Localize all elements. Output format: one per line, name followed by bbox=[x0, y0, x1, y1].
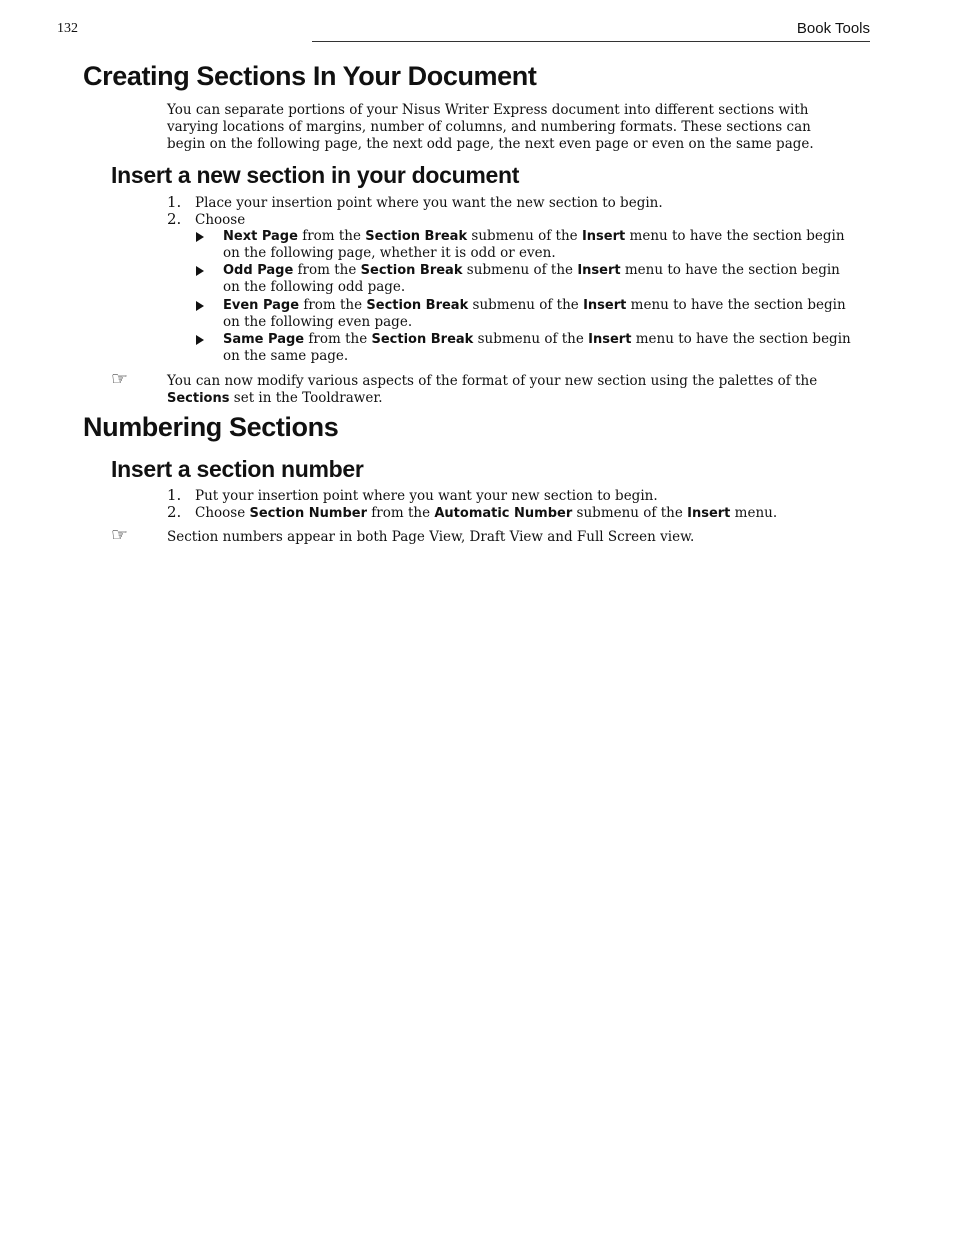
command-name: Section Number bbox=[249, 506, 367, 521]
menu-name: Insert bbox=[577, 263, 621, 278]
step-1 bbox=[167, 487, 658, 505]
text: from the bbox=[304, 331, 372, 347]
submenu-name: Section Break bbox=[371, 332, 474, 347]
pointing-hand-icon: ☞ bbox=[111, 524, 129, 546]
step-text: Place your insertion point where you want the new section to begin. bbox=[195, 195, 663, 211]
subsection-title-insert-section-number: Insert a section number bbox=[111, 456, 364, 482]
option-name: Odd Page bbox=[223, 263, 294, 278]
subsection-title-insert-new-section: Insert a new section in your document bbox=[111, 162, 520, 188]
page-number: 132 bbox=[57, 21, 78, 36]
triangle-right-icon bbox=[196, 232, 204, 242]
submenu-name: Automatic Number bbox=[434, 506, 573, 521]
palette-set-name: Sections bbox=[167, 391, 230, 406]
section-title-creating-sections: Creating Sections In Your Document bbox=[83, 61, 537, 91]
step-number: 2. bbox=[167, 503, 182, 521]
text: on the following odd page. bbox=[223, 279, 406, 295]
menu-name: Insert bbox=[588, 332, 632, 347]
step-number: 1. bbox=[167, 486, 182, 504]
running-head: Book Tools bbox=[796, 20, 870, 37]
note-paragraph bbox=[167, 373, 847, 407]
text: menu to have the section begin bbox=[625, 228, 845, 244]
menu-name: Insert bbox=[687, 506, 731, 521]
header-rule bbox=[312, 41, 870, 42]
text: You can now modify various aspects of the format of your new section using the palettes of the bbox=[167, 373, 818, 389]
step-text: Put your insertion point where you want your new section to begin. bbox=[195, 488, 658, 504]
text: on the following page, whether it is odd or even. bbox=[223, 245, 556, 261]
text: menu. bbox=[730, 505, 778, 521]
submenu-name: Section Break bbox=[360, 263, 463, 278]
step-number: 2. bbox=[167, 210, 182, 228]
bullet-even-page bbox=[196, 297, 856, 331]
step-text: Choose bbox=[195, 212, 246, 228]
text: on the following even page. bbox=[223, 314, 413, 330]
text: menu to have the section begin bbox=[631, 331, 851, 347]
text: set in the Tooldrawer. bbox=[229, 390, 383, 406]
text: submenu of the bbox=[468, 297, 584, 313]
triangle-right-icon bbox=[196, 266, 204, 276]
bullet-same-page bbox=[196, 331, 856, 365]
text: from the bbox=[297, 228, 366, 244]
note-paragraph: Section numbers appear in both Page View, Draft View and Full Screen view. bbox=[167, 529, 695, 545]
submenu-name: Section Break bbox=[365, 229, 468, 244]
text: submenu of the bbox=[572, 505, 688, 521]
menu-name: Insert bbox=[581, 229, 626, 244]
section-title-numbering-sections: Numbering Sections bbox=[83, 412, 339, 442]
step-1 bbox=[167, 194, 663, 212]
text: submenu of the bbox=[462, 262, 578, 278]
text: menu to have the section begin bbox=[620, 262, 840, 278]
pointing-hand-icon: ☞ bbox=[111, 368, 129, 390]
text: from the bbox=[299, 297, 367, 313]
menu-name: Insert bbox=[583, 298, 627, 313]
option-name: Next Page bbox=[223, 229, 298, 244]
step-number: 1. bbox=[167, 193, 182, 211]
submenu-name: Section Break bbox=[366, 298, 469, 313]
step-2 bbox=[167, 504, 777, 522]
intro-paragraph: You can separate portions of your Nisus Writer Express document into different sections with varying locations of margins, number of columns, and numbering formats. These sections can begin on the following page, the next odd page, the next even page or even on the same page. bbox=[167, 102, 814, 152]
triangle-right-icon bbox=[196, 335, 204, 345]
text: from the bbox=[366, 505, 435, 521]
text: Choose bbox=[195, 505, 250, 521]
text: submenu of the bbox=[467, 228, 582, 244]
bullet-next-page bbox=[196, 228, 856, 262]
text: submenu of the bbox=[473, 331, 589, 347]
text: on the same page. bbox=[223, 348, 349, 364]
text: from the bbox=[293, 262, 361, 278]
text: menu to have the section begin bbox=[626, 297, 846, 313]
step-2 bbox=[167, 211, 245, 229]
triangle-right-icon bbox=[196, 301, 204, 311]
option-name: Same Page bbox=[223, 332, 305, 347]
option-name: Even Page bbox=[223, 298, 300, 313]
bullet-odd-page bbox=[196, 262, 856, 296]
